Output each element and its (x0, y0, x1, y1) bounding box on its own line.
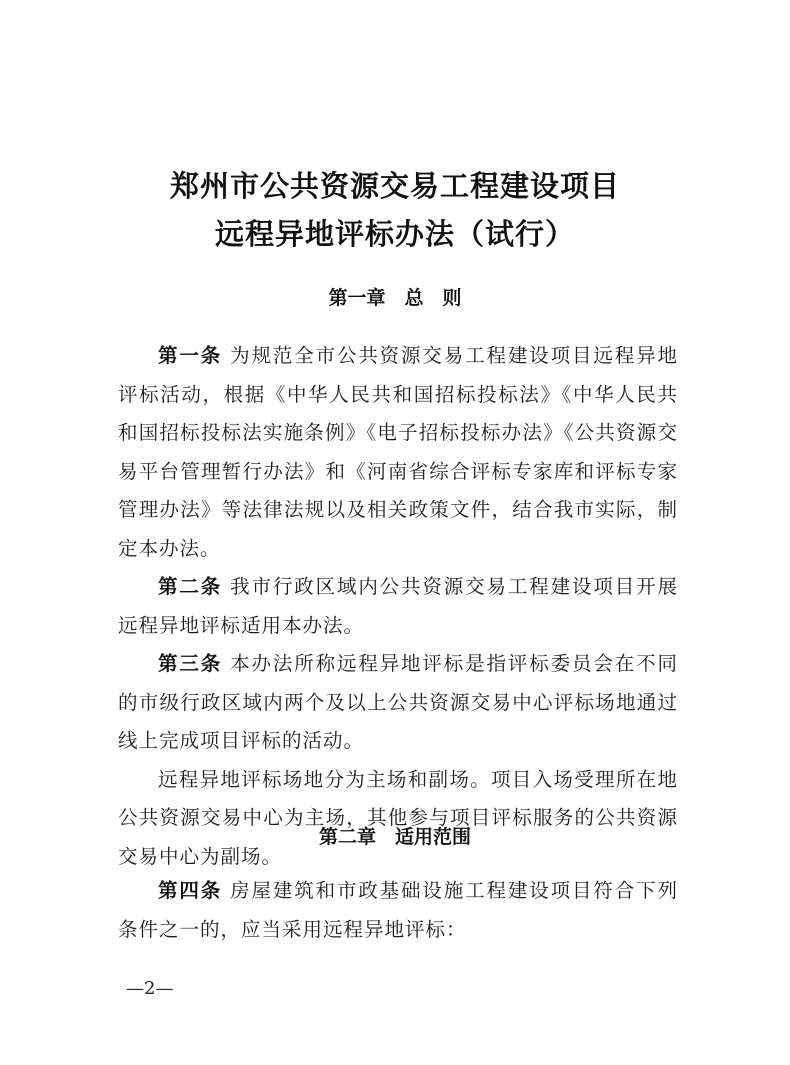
article-4 (118, 872, 678, 949)
article-2-label: 第二条 (158, 575, 223, 598)
article-3 (118, 645, 678, 761)
chapter-1-body (118, 337, 678, 876)
title-line-1: 郑州市公共资源交易工程建设项目 (169, 169, 620, 203)
article-1 (118, 337, 678, 568)
article-1-label: 第一条 (158, 344, 223, 367)
chapter-2-heading: 第二章 适用范围 (318, 826, 471, 848)
article-3-text: 本办法所称远程异地评标是指评标委员会在不同的市级行政区域内两个及以上公共资源交易中心评标场地通过线上完成项目评标的活动。 (118, 652, 678, 752)
article-1-text: 为规范全市公共资源交易工程建设项目远程异地评标活动，根据《中华人民共和国招标投标法》《中华人民共和国招标投标法实施条例》《电子招标投标办法》《公共资源交易平台管理暂行办法》和《河南省综合评标专家库和评标专家管理办法》等法律法规以及相关政策文件，结合我市实际，制定本办法。 (118, 344, 678, 560)
article-2-text: 我市行政区域内公共资源交易工程建设项目开展远程异地评标适用本办法。 (118, 575, 678, 637)
venue-paragraph: 远程异地评标场地分为主场和副场。项目入场受理所在地公共资源交易中心为主场，其他参与项目评标服务的公共资源交易中心为副场。 (118, 767, 678, 868)
document-title (0, 162, 790, 258)
article-3-label: 第三条 (158, 652, 223, 675)
page-number: —2— (126, 978, 174, 999)
article-4-label: 第四条 (158, 879, 223, 902)
article-4-text: 房屋建筑和市政基础设施工程建设项目符合下列条件之一的，应当采用远程异地评标： (118, 879, 678, 941)
title-line-2: 远程异地评标办法（试行） (214, 217, 575, 251)
chapter-1-heading: 第一章 总 则 (328, 287, 462, 309)
chapter-2-body (118, 872, 678, 949)
article-2 (118, 568, 678, 645)
